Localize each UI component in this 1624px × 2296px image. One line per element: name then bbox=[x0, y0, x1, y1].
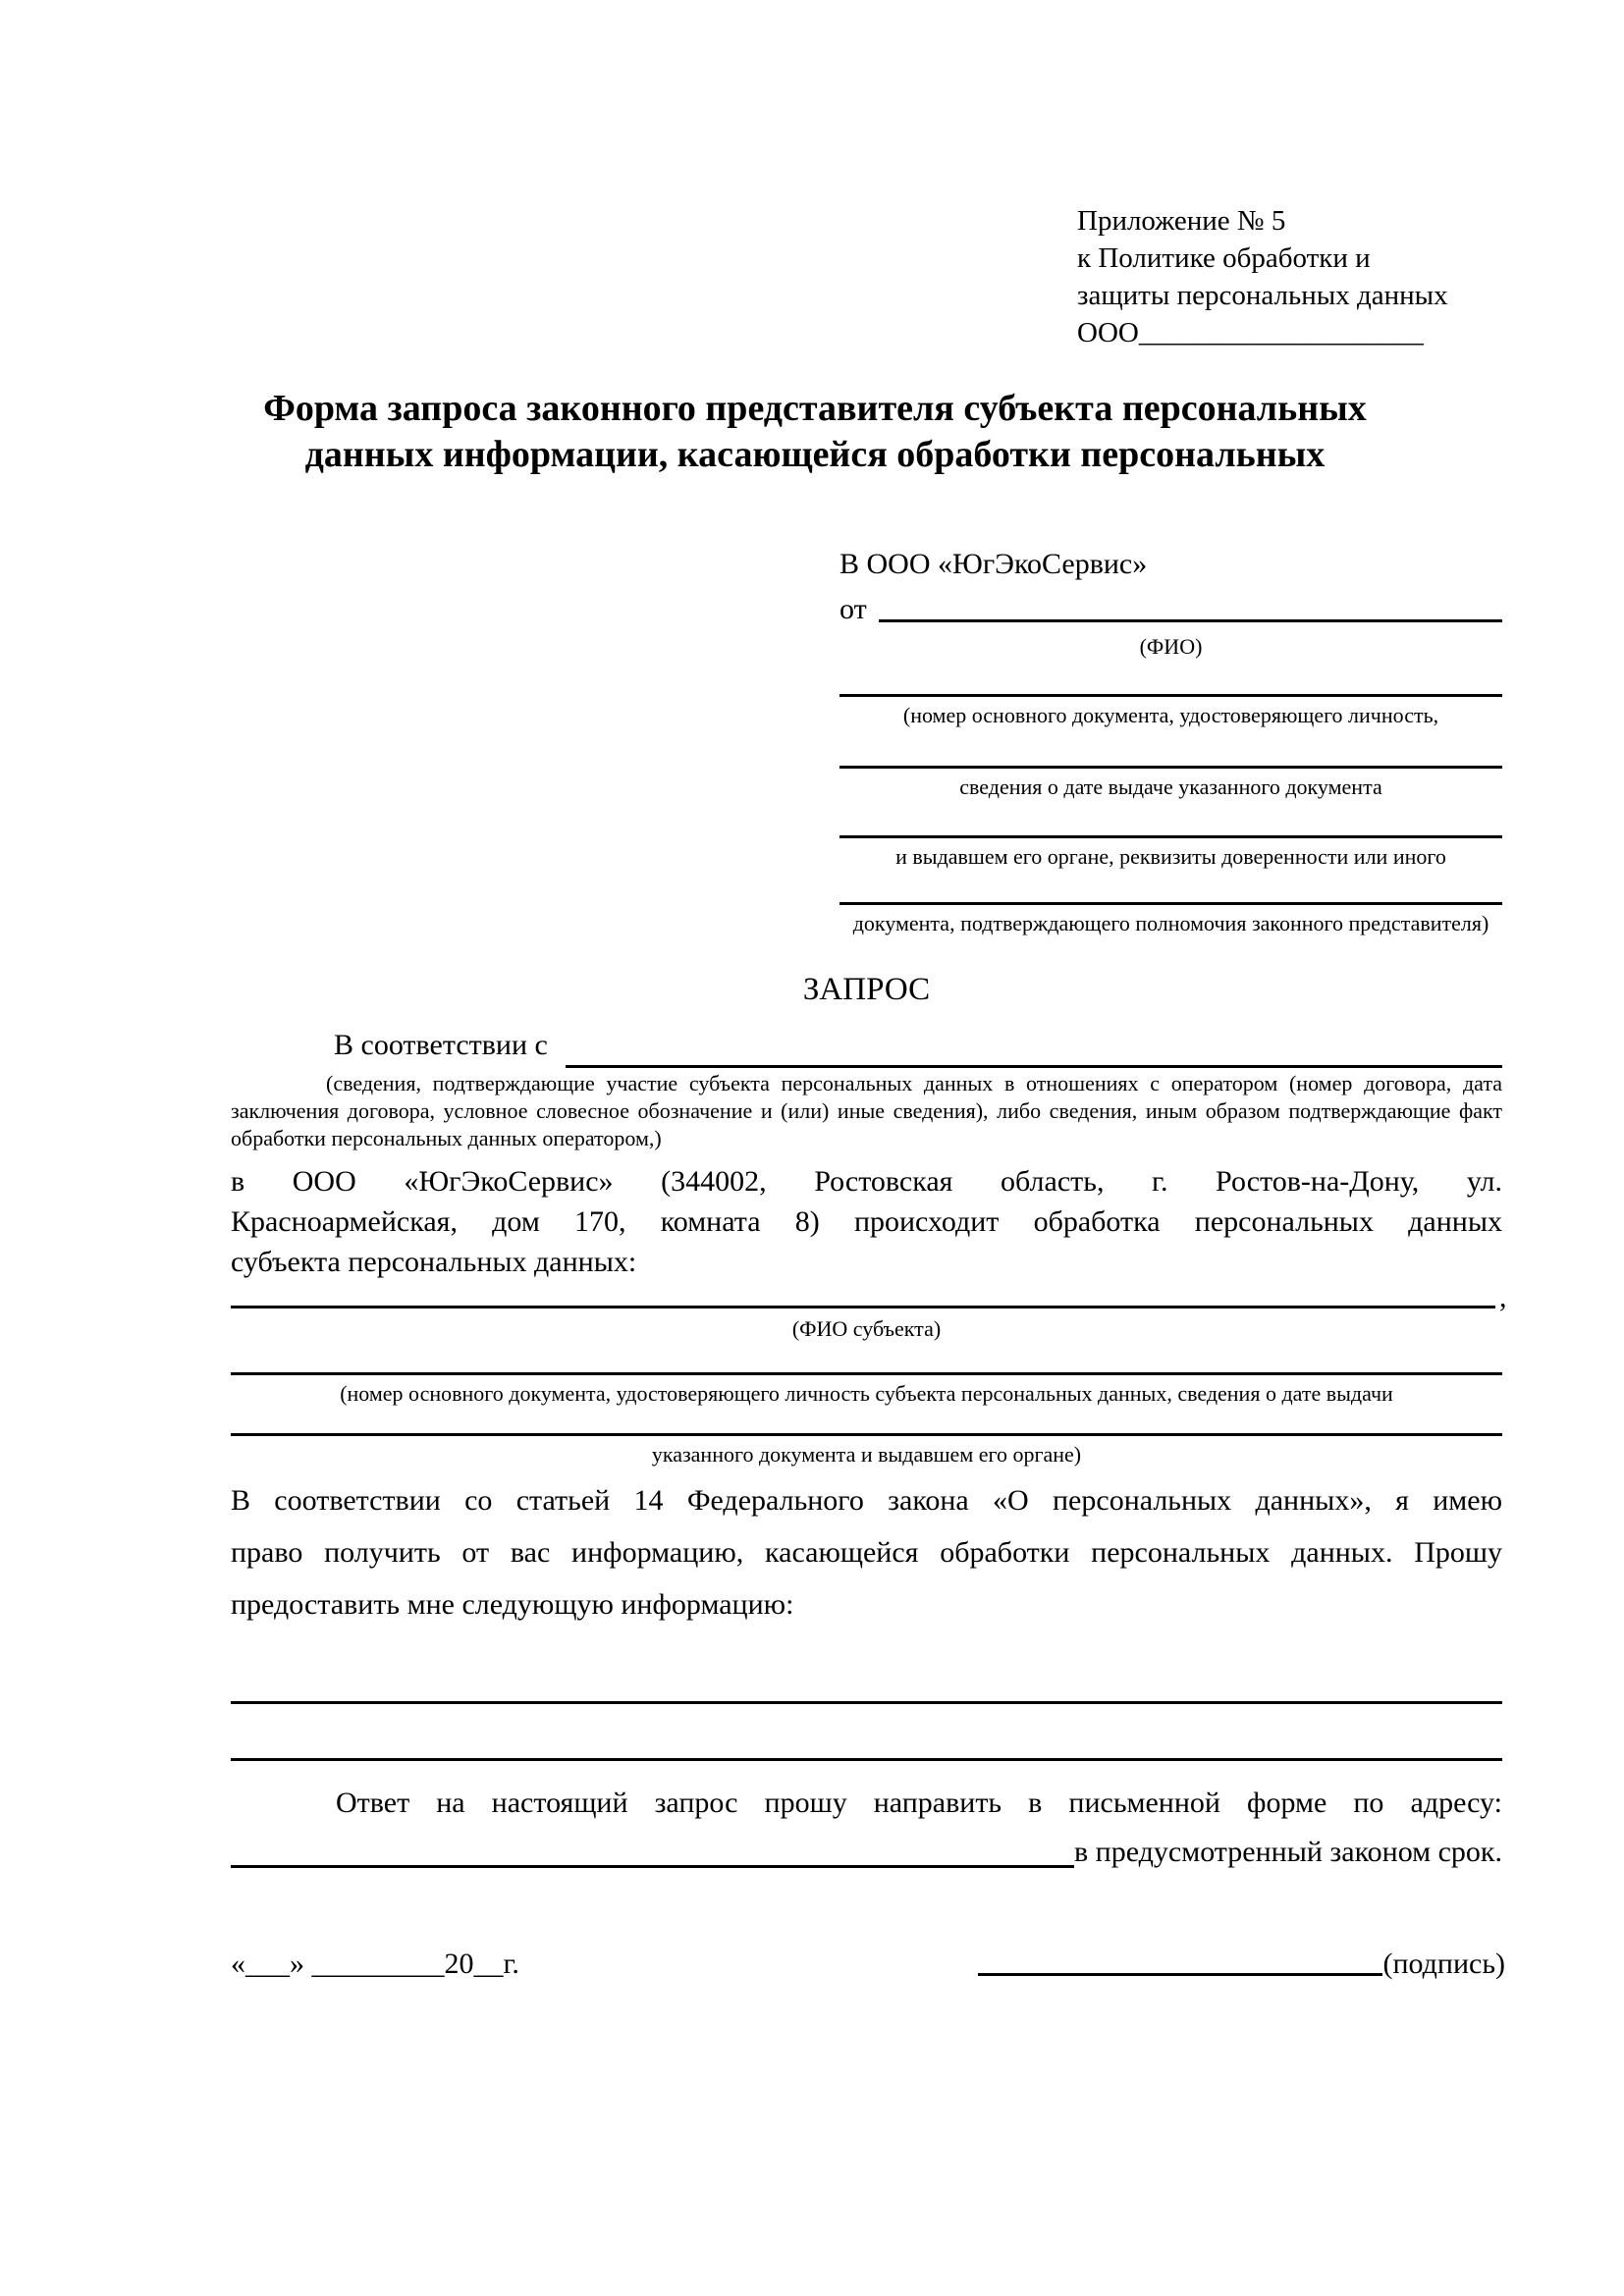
issuing-authority-blank[interactable] bbox=[839, 800, 1502, 838]
response-tail: в предусмотренный законом срок. bbox=[1074, 1836, 1502, 1868]
from-label: от bbox=[839, 593, 867, 625]
subject-document-caption: (номер основного документа, удостоверяющего личность субъекта персональных данных, сведения о дате выдачи bbox=[340, 1381, 1393, 1406]
appendix-line-1: Приложение № 5 bbox=[1077, 205, 1286, 237]
trailing-comma: , bbox=[1499, 1281, 1507, 1313]
accordance-caption-line-3: обработки персональных данных оператором,) bbox=[231, 1126, 662, 1150]
form-title-line-1: Форма запроса законного представителя субъекта персональных bbox=[263, 388, 1367, 429]
response-block bbox=[231, 1779, 1502, 1877]
accordance-caption-line-2: заключения договора, условное словесное обозначение и (или) иные сведения), либо сведения, иным образом подтверждающие факт bbox=[231, 1098, 1502, 1123]
addressee-block bbox=[839, 546, 1502, 936]
appendix-block bbox=[1077, 202, 1448, 351]
signature-blank[interactable] bbox=[978, 1973, 1382, 1976]
response-address-blank[interactable] bbox=[231, 1865, 1074, 1868]
accordance-basis-blank[interactable] bbox=[566, 1065, 1502, 1068]
form-title-line-2: данных информации, касающейся обработки персональных bbox=[304, 434, 1326, 475]
information-blank-2[interactable] bbox=[231, 1758, 1502, 1761]
accordance-lead: В соответствии с bbox=[334, 1029, 548, 1061]
issue-date-caption: сведения о дате выдаче указанного документа bbox=[959, 774, 1382, 799]
subject-fio-caption: (ФИО субъекта) bbox=[791, 1316, 942, 1341]
authority-document-caption: документа, подтверждающего полномочия законного представителя) bbox=[852, 911, 1489, 935]
request-heading: ЗАПРОС bbox=[802, 972, 931, 1007]
response-lead: Ответ на настоящий запрос прошу направить в письменной форме по адресу: bbox=[336, 1787, 1502, 1819]
operator-paragraph-line-1: в ООО «ЮгЭкоСервис» (344002, Ростовская область, г. Ростов-на-Дону, ул. bbox=[231, 1165, 1502, 1198]
accordance-caption bbox=[231, 1070, 1502, 1152]
document-number-blank[interactable] bbox=[839, 660, 1502, 697]
operator-paragraph-line-2: Красноармейская, дом 170, комната 8) происходит обработка персональных данных bbox=[231, 1205, 1502, 1238]
information-blank-1[interactable] bbox=[231, 1701, 1502, 1704]
form-title bbox=[221, 386, 1409, 478]
appendix-company-line bbox=[1077, 314, 1448, 351]
subject-issuer-caption: указанного документа и выдавшем его органе) bbox=[651, 1442, 1082, 1467]
from-row bbox=[839, 591, 1502, 628]
law-paragraph bbox=[231, 1474, 1502, 1630]
subject-document-blank[interactable] bbox=[231, 1372, 1502, 1375]
appendix-line-3: защиты персональных данных bbox=[1077, 280, 1448, 311]
response-address-row bbox=[231, 1828, 1502, 1877]
issuing-authority-caption: и выдавшем его органе, реквизиты доверенности или иного bbox=[895, 844, 1446, 869]
date-line[interactable]: «___» _________20__г. bbox=[231, 1948, 519, 1980]
signature-area bbox=[978, 1946, 1505, 1983]
subject-fio-blank[interactable] bbox=[231, 1306, 1495, 1308]
operator-paragraph bbox=[231, 1161, 1502, 1282]
subject-issuer-blank[interactable] bbox=[231, 1433, 1502, 1436]
company-prefix: ООО bbox=[1077, 317, 1139, 348]
appendix-line-2: к Политике обработки и bbox=[1077, 242, 1371, 274]
document-number-caption: (номер основного документа, удостоверяющего личность, bbox=[902, 703, 1439, 727]
authority-document-blank[interactable] bbox=[839, 870, 1502, 905]
issue-date-blank[interactable] bbox=[839, 728, 1502, 769]
law-paragraph-line-1: В соответствии со статьей 14 Федерального закона «О персональных данных», я имею bbox=[231, 1484, 1502, 1517]
law-paragraph-line-2: право получить от вас информацию, касающейся обработки персональных данных. Прошу bbox=[231, 1536, 1502, 1569]
signature-row bbox=[231, 1946, 1505, 1983]
company-name-blank[interactable]: ____________________ bbox=[1138, 317, 1424, 348]
operator-paragraph-line-3: субъекта персональных данных: bbox=[231, 1246, 637, 1278]
representative-name-blank[interactable] bbox=[879, 619, 1502, 622]
signature-caption: (подпись) bbox=[1382, 1948, 1505, 1980]
addressee-to: В ООО «ЮгЭкоСервис» bbox=[839, 548, 1148, 580]
fio-caption: (ФИО) bbox=[1139, 634, 1203, 659]
accordance-caption-line-1: (сведения, подтверждающие участие субъекта персональных данных в отношениях с оператором (номер договора, дата bbox=[326, 1071, 1502, 1095]
law-paragraph-line-3: предоставить мне следующую информацию: bbox=[231, 1588, 794, 1621]
